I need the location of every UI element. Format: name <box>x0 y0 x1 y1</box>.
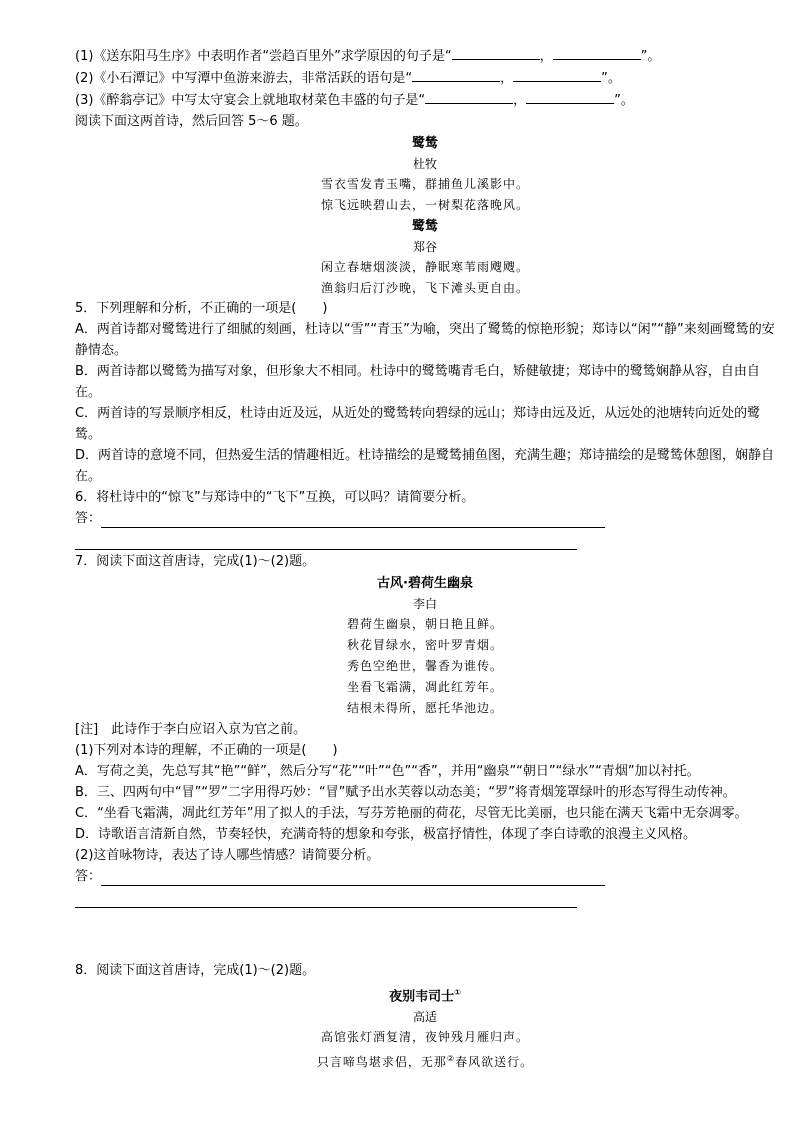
footnote-marker: ② <box>446 1054 456 1064</box>
poem-author: 李白 <box>412 597 437 611</box>
question-stem: 6．将杜诗中的“惊飞”与郑诗中的“飞下”互换，可以吗？请简要分析。 <box>75 490 475 505</box>
fill-item-1: (1)《送东阳马生序》中表明作者“尝趋百里外”求学原因的句子是“ ， ”。 <box>75 46 660 67</box>
answer-line[interactable] <box>75 887 577 908</box>
option-d[interactable]: D．诗歌语言清新自然，节奏轻快，充满奇特的想象和夸张，极富抒情性，体现了李白诗歌的浪漫主义风格。 <box>75 827 697 842</box>
sub-question-1: (1)下列对本诗的理解，不正确的一项是( ) <box>75 743 338 758</box>
answer-blank[interactable] <box>412 68 500 82</box>
poem-block-zhenggu <box>75 217 775 299</box>
answer-blank[interactable] <box>526 90 614 104</box>
poem-line: 雪衣雪发青玉嘴，群捕鱼儿溪影中。 <box>320 177 529 191</box>
question-6 <box>75 487 775 550</box>
sub-question-2: (2)这首咏物诗，表达了诗人哪些情感？请简要分析。 <box>75 848 380 863</box>
question-stem: 7．阅读下面这首唐诗，完成(1)～(2)题。 <box>75 554 316 569</box>
poem-author: 高适 <box>412 1010 437 1025</box>
option-c[interactable]: C．两首诗的写景顺序相反，杜诗由近及远，从近处的鹭鸶转向碧绿的远山；郑诗由远及近，从远处的池塘转向近处的鹭鸶。 <box>75 406 761 442</box>
answer-label: 答： <box>75 869 102 884</box>
question-7 <box>75 551 775 908</box>
poem-line: 闲立春塘烟淡淡，静眠寒苇雨飕飕。 <box>320 260 529 274</box>
fill-item-2: (2)《小石潭记》中写潭中鱼游来游去，非常活跃的语句是“ ， ”。 <box>75 68 621 89</box>
fill-item-3: (3)《醉翁亭记》中写太守宴会上就地取材菜色丰盛的句子是“ ， ”。 <box>75 90 634 111</box>
poem-note: [注] 此诗作于李白应诏入京为官之前。 <box>75 722 307 737</box>
answer-line[interactable] <box>101 866 605 886</box>
poem-line: 高馆张灯酒复清，夜钟残月雁归声。 <box>320 1030 529 1045</box>
option-a[interactable]: A．写荷之美，先总写其“艳”“鲜”，然后分写“花”“叶”“色”“香”，并用“幽泉”“朝日”“绿水”“青烟”加以衬托。 <box>75 764 700 779</box>
poem-title: 鹭鸶 <box>411 219 438 234</box>
poem-author: 郑谷 <box>412 240 437 254</box>
footnote-marker: ① <box>454 988 461 997</box>
question-stem: 5．下列理解和分析，不正确的一项是( ) <box>75 301 328 316</box>
option-c[interactable]: C．“坐看飞霜满，凋此红芳年”用了拟人的手法，写芬芳艳丽的荷花，尽管无比美丽，也只能在满天飞霜中无奈凋零。 <box>75 806 748 821</box>
poem-line: 结根未得所，愿托华池边。 <box>346 701 503 715</box>
answer-line[interactable] <box>101 508 605 528</box>
poem-author: 杜牧 <box>412 157 437 171</box>
poem-line: 渔翁归后汀沙晚，飞下滩头更自由。 <box>320 281 529 295</box>
answer-line[interactable] <box>75 529 577 550</box>
answer-blank[interactable] <box>513 68 601 82</box>
answer-blank[interactable] <box>425 90 513 104</box>
answer-label: 答： <box>75 511 102 526</box>
poem-line: 秋花冒绿水，密叶罗青烟。 <box>346 638 503 652</box>
poem-line: 惊飞远映碧山去，一树梨花落晚风。 <box>320 198 529 212</box>
poem-title: 鹭鸶 <box>411 136 438 151</box>
question-5 <box>75 298 775 487</box>
poem-line: 坐看飞霜满，凋此红芳年。 <box>346 680 503 694</box>
poem-title: 夜别韦司士① <box>389 988 461 1005</box>
poem-line: 只言啼鸟堪求侣，无那②春风欲送行。 <box>316 1054 534 1070</box>
answer-blank[interactable] <box>452 46 540 60</box>
question-stem: 8．阅读下面这首唐诗，完成(1)～(2)题。 <box>75 963 316 978</box>
option-b[interactable]: B．三、四两句中“冒”“罗”二字用得巧妙：“冒”赋予出水芙蓉以动态美；“罗”将青烟笼罩绿叶的形态写得生动传神。 <box>75 785 736 800</box>
option-d[interactable]: D．两首诗的意境不同，但热爱生活的情趣相近。杜诗描绘的是鹭鸶捕鱼图，充满生趣；郑诗描绘的是鹭鸶休憩图，娴静自在。 <box>75 448 775 484</box>
poem-line: 碧荷生幽泉，朝日艳且鲜。 <box>346 617 503 631</box>
poem-title: 古风·碧荷生幽泉 <box>377 576 473 591</box>
answer-blank[interactable] <box>553 46 641 60</box>
poem-block-dumu <box>75 134 775 216</box>
poem-line: 秀色空绝世，馨香为谁传。 <box>346 659 503 673</box>
option-a[interactable]: A．两首诗都对鹭鸶进行了细腻的刻画，杜诗以“雪”“青玉”为喻，突出了鹭鸶的惊艳形貌；郑诗以“闲”“静”来刻画鹭鸶的安静情态。 <box>75 322 775 358</box>
option-b[interactable]: B．两首诗都以鹭鸶为描写对象，但形象大不相同。杜诗中的鹭鸶嘴青毛白，矫健敏捷；郑诗中的鹭鸶娴静从容，自由自在。 <box>75 364 760 400</box>
section-intro: 阅读下面这两首诗，然后回答 5～6 题。 <box>75 114 308 129</box>
question-8 <box>75 960 775 1073</box>
